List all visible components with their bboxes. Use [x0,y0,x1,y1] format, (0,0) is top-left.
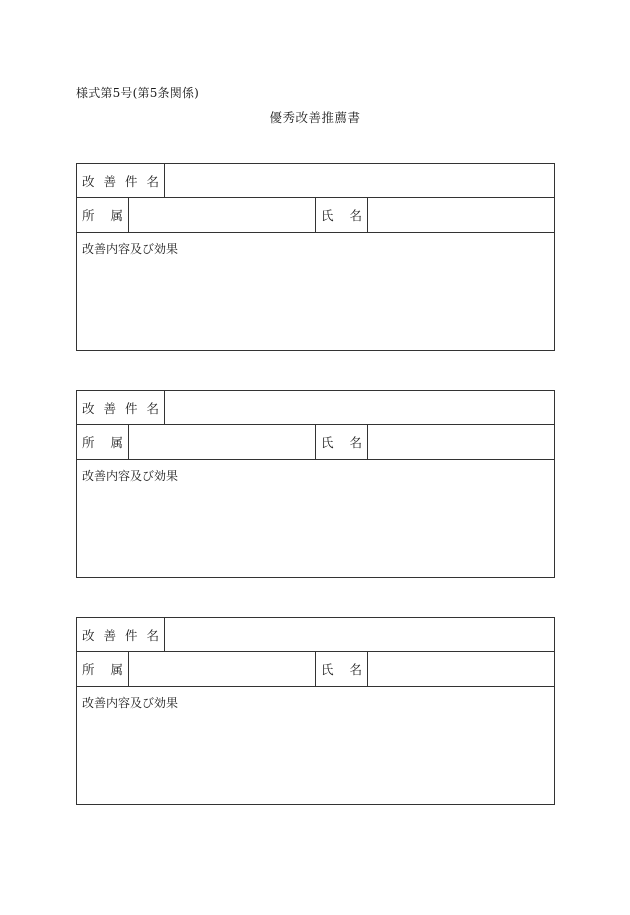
form-number: 様式第5号(第5条関係) [76,86,200,100]
recommendation-block-1 [76,163,555,351]
content-field[interactable] [77,687,554,804]
department-field[interactable] [129,425,316,459]
content-label: 改善内容及び効果 [82,242,179,256]
department-label: 所属 [81,662,139,677]
subject-label: 改善件名 [81,400,168,416]
subject-field[interactable] [165,391,554,424]
name-field[interactable] [368,652,554,686]
content-label: 改善内容及び効果 [82,469,179,483]
content-field[interactable] [77,233,554,350]
affiliation-row [77,425,554,460]
department-label-cell [77,425,139,459]
department-field[interactable] [129,652,316,686]
department-label: 所属 [81,435,139,450]
department-field[interactable] [129,198,316,232]
recommendation-block-3 [76,617,555,805]
subject-row [77,164,554,198]
department-label: 所属 [81,208,139,223]
subject-row [77,391,554,425]
subject-row [77,618,554,652]
name-label-cell [316,425,378,459]
subject-label: 改善件名 [81,173,168,189]
subject-field[interactable] [165,618,554,651]
name-label-cell [316,652,378,686]
name-field[interactable] [368,198,554,232]
subject-label-cell [77,391,168,424]
name-field[interactable] [368,425,554,459]
content-label: 改善内容及び効果 [82,696,179,710]
name-label-cell [316,198,378,232]
name-label: 氏名 [320,208,378,223]
affiliation-row [77,652,554,687]
department-label-cell [77,198,139,232]
department-label-cell [77,652,139,686]
subject-label: 改善件名 [81,627,168,643]
name-label: 氏名 [320,662,378,677]
subject-label-cell [77,164,168,197]
recommendation-block-2 [76,390,555,578]
affiliation-row [77,198,554,233]
subject-field[interactable] [165,164,554,197]
subject-label-cell [77,618,168,651]
name-label: 氏名 [320,435,378,450]
document-title: 優秀改善推薦書 [269,110,361,125]
content-field[interactable] [77,460,554,577]
